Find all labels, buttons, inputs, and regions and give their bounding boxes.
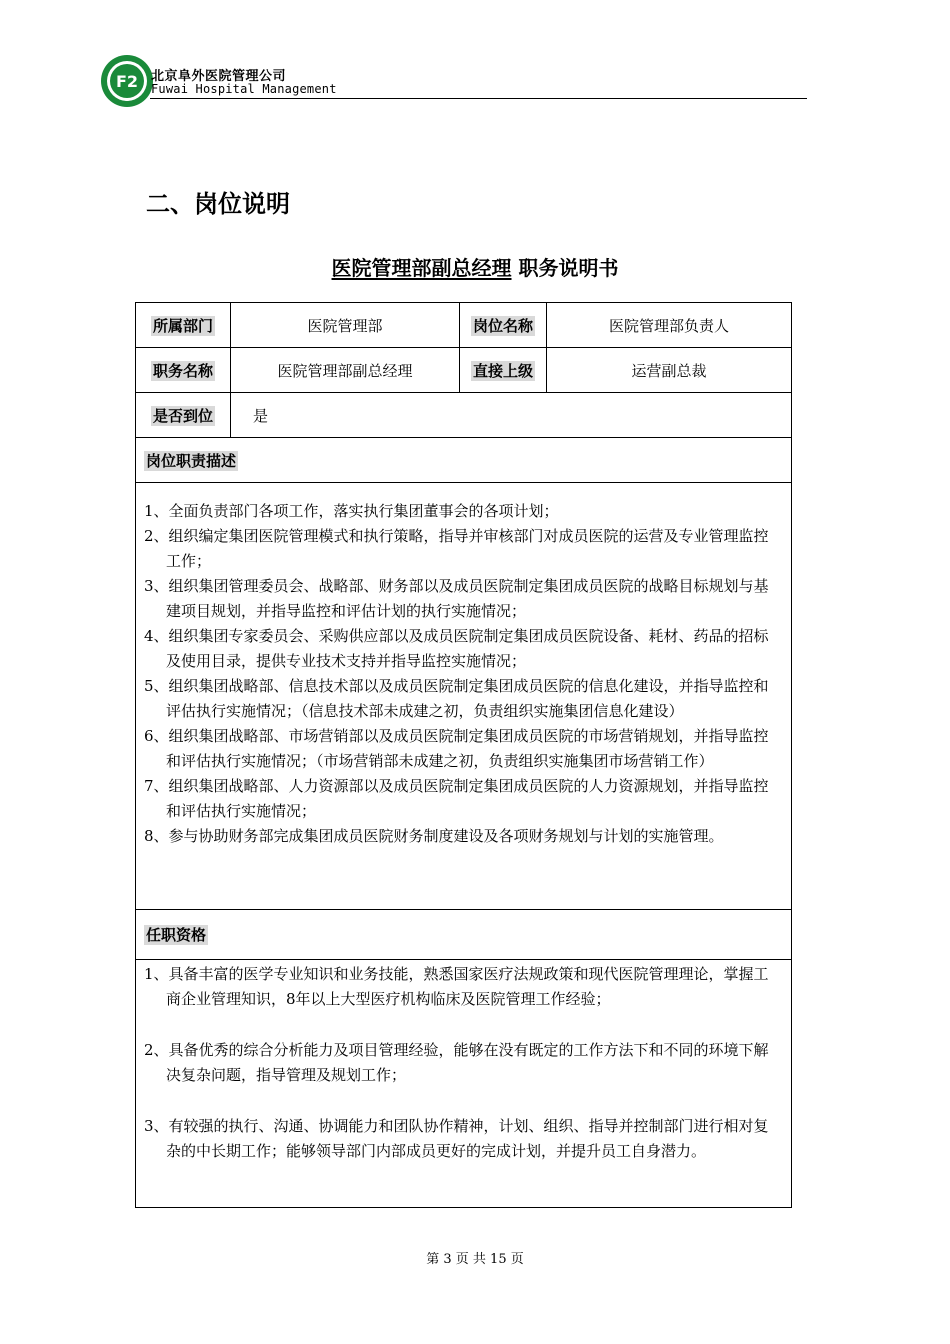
list-item: 2、具备优秀的综合分析能力及项目管理经验，能够在没有既定的工作方法下和不同的环境下解决复杂问题，指导管理及规划工作； [144, 1041, 769, 1084]
company-name-cn: 北京阜外医院管理公司 [151, 69, 287, 84]
company-name-en: Fuwai Hospital Management [151, 82, 337, 96]
header-divider [150, 98, 807, 99]
duties-header: 岗位职责描述 [136, 438, 792, 483]
list-item: 5、组织集团战略部、信息技术部以及成员医院制定集团成员医院的信息化建设，并指导监控和评估执行实施情况；（信息技术部未成建之初，负责组织实施集团信息化建设） [144, 677, 769, 720]
department-value: 医院管理部 [231, 303, 460, 348]
document-title-suffix: 职务说明书 [518, 256, 619, 280]
company-logo-icon [100, 54, 154, 108]
position-title: 医院管理部副总经理 [331, 256, 512, 280]
department-label: 所属部门 [136, 303, 231, 348]
duties-list [136, 483, 792, 910]
list-item: 7、组织集团战略部、人力资源部以及成员医院制定集团成员医院的人力资源规划，并指导监控和评估执行实施情况； [144, 777, 769, 820]
list-item: 6、组织集团战略部、市场营销部以及成员医院制定集团成员医院的市场营销规划，并指导监控和评估执行实施情况；（市场营销部未成建之初，负责组织实施集团市场营销工作） [144, 727, 769, 770]
list-item: 8、参与协助财务部完成集团成员医院财务制度建设及各项财务规划与计划的实施管理。 [144, 827, 724, 845]
supervisor-label: 直接上级 [460, 348, 547, 393]
qualifications-list [136, 960, 792, 1208]
job-title-label: 职务名称 [136, 348, 231, 393]
in-position-label: 是否到位 [136, 393, 231, 438]
list-item: 1、具备丰富的医学专业知识和业务技能，熟悉国家医疗法规政策和现代医院管理理论，掌握工商企业管理知识，8年以上大型医疗机构临床及医院管理工作经验； [144, 965, 769, 1008]
post-name-label: 岗位名称 [460, 303, 547, 348]
list-item: 3、有较强的执行、沟通、协调能力和团队协作精神，计划、组织、指导并控制部门进行相对复杂的中长期工作；能够领导部门内部成员更好的完成计划，并提升员工自身潜力。 [144, 1117, 769, 1160]
supervisor-value: 运营副总裁 [547, 348, 792, 393]
logo-text: F2 [115, 72, 139, 91]
list-item: 1、全面负责部门各项工作，落实执行集团董事会的各项计划； [144, 502, 559, 520]
section-title: 二、岗位说明 [146, 190, 290, 218]
list-item: 4、组织集团专家委员会、采购供应部以及成员医院制定集团成员医院设备、耗材、药品的招标及使用目录，提供专业技术支持并指导监控实施情况； [144, 627, 769, 670]
post-name-value: 医院管理部负责人 [547, 303, 792, 348]
document-title [0, 252, 950, 281]
list-item: 3、组织集团管理委员会、战略部、财务部以及成员医院制定集团成员医院的战略目标规划与基建项目规划，并指导监控和评估计划的执行实施情况； [144, 577, 769, 620]
list-item: 2、组织编定集团医院管理模式和执行策略，指导并审核部门对成员医院的运营及专业管理监控工作； [144, 527, 769, 570]
page-header [100, 52, 807, 100]
job-description-table [135, 302, 792, 1208]
page-number: 第 3 页 共 15 页 [426, 1252, 524, 1267]
job-title-value: 医院管理部副总经理 [231, 348, 460, 393]
qualifications-header: 任职资格 [136, 910, 792, 960]
in-position-value: 是 [231, 393, 792, 438]
